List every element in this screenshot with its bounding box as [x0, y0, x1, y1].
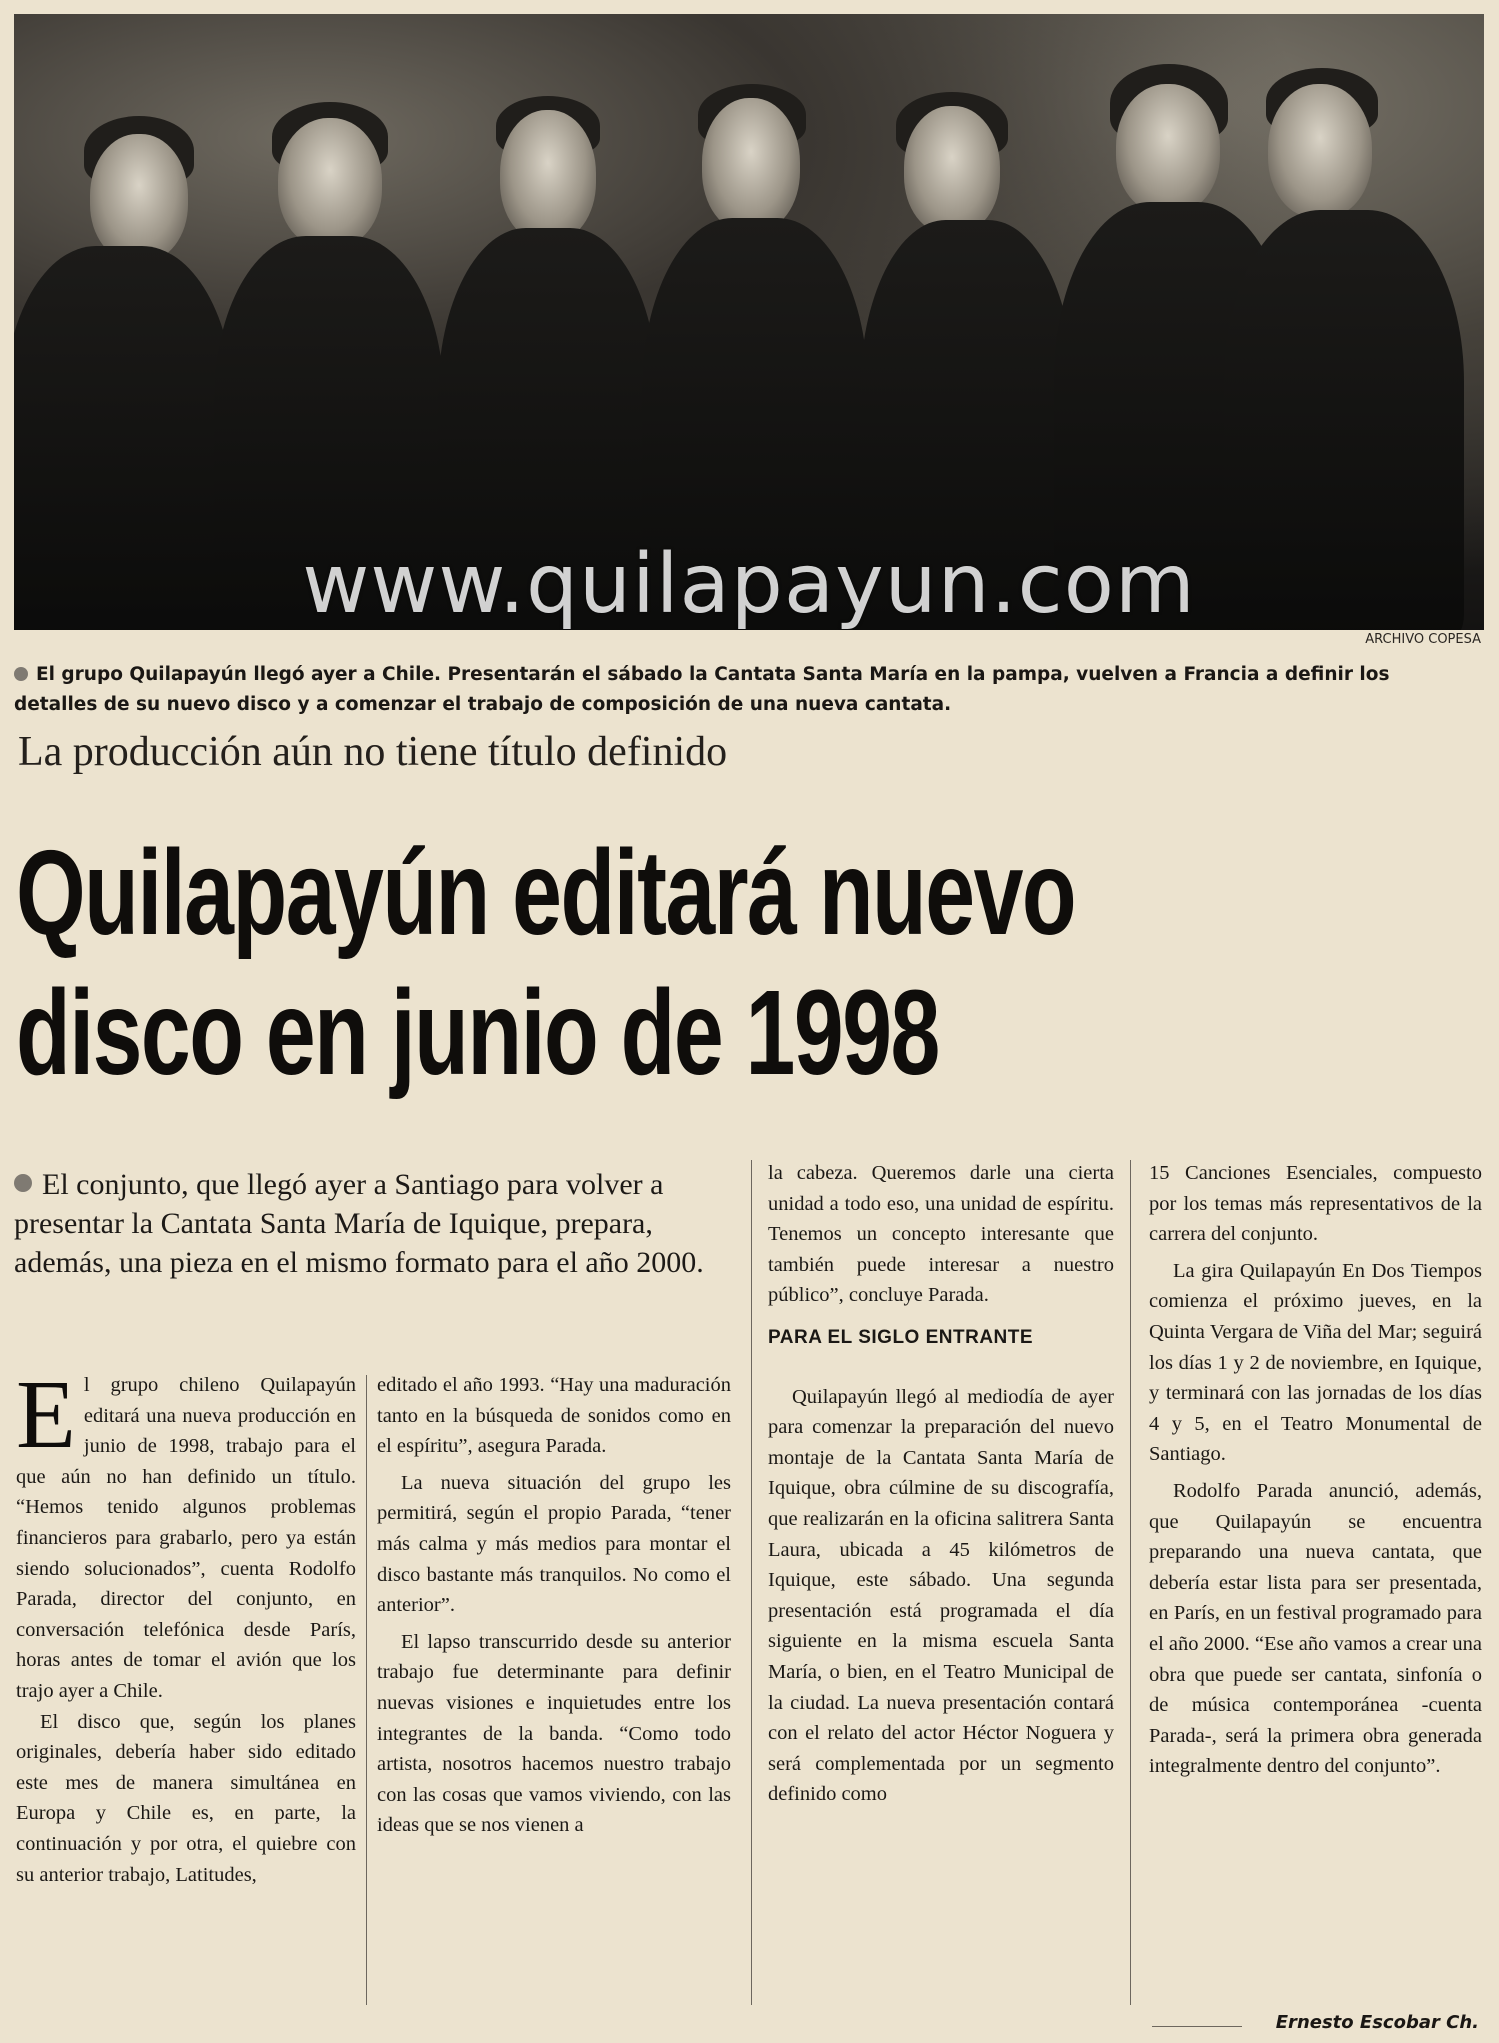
bullet-icon — [14, 1174, 32, 1192]
bullet-icon — [14, 667, 28, 681]
byline: Ernesto Escobar Ch. — [1275, 2012, 1479, 2033]
photo-caption: El grupo Quilapayún llegó ayer a Chile. Presentarán el sábado la Cantata Santa María en la pampa, vuelven a Francia a definir los detalles de su nuevo disco y a comenzar el trabajo de composición de una nueva cantata. — [14, 664, 1390, 715]
paragraph: Rodolfo Parada anunció, además, que Quilapayún se encuentra preparando una nueva cantata, que debería estar lista para ser presentada, en París, en un festival programado para el año 2000. “Ese año vamos a crear una obra que puede ser cantata, sinfonía o de música contemporánea -cuenta Parada-, será la primera obra generada integralmente dentro del conjunto”. — [1149, 1479, 1482, 1778]
column-rule — [1130, 1160, 1131, 2005]
headline-line-2: disco en junio de 1998 — [16, 964, 939, 1100]
article-column-3 — [768, 1158, 1114, 1810]
paragraph: El lapso transcurrido desde su anterior trabajo fue determinante para definir nuevas visiones e inquietudes entre los integrantes de la banda. “Como todo artista, nosotros hacemos nuestro trabajo con las cosas que vamos viviendo, con las ideas que se nos vienen a — [377, 1630, 731, 1837]
paragraph: la cabeza. Queremos darle una cierta unidad a todo eso, una unidad de espíritu. Tenemos un concepto interesante que también puede interesar a nuestro público”, concluye Parada. — [768, 1162, 1114, 1307]
paragraph: El disco que, según los planes originales, debería haber sido editado este mes de manera simultánea en Europa y Chile es, en parte, la continuación y por otra, el quiebre con su anterior trabajo, Latitudes, — [16, 1710, 356, 1886]
subhead: PARA EL SIGLO ENTRANTE — [768, 1326, 1034, 1348]
paragraph: Quilapayún llegó al mediodía de ayer para comenzar la preparación del nuevo montaje de la Cantata Santa María de Iquique, obra cúlmine de su discografía, que realizarán en la oficina salitrera Santa Laura, ubicada a 45 kilómetros de Iquique, este sábado. Una segunda presentación está programada el día siguiente en la misma escuela Santa María, o bien, en el Teatro Municipal de la ciudad. La nueva presentación contará con el relato del actor Héctor Noguera y será complementada por un segmento definido como — [768, 1385, 1114, 1806]
column-rule — [366, 1375, 367, 2005]
drop-cap: E — [16, 1361, 76, 1469]
column-rule — [751, 1160, 752, 2005]
kicker: La producción aún no tiene título definido — [18, 729, 728, 775]
paragraph: El grupo chileno Quilapayún editará una nueva producción en junio de 1998, trabajo para el que aún no han definido un título. “Hemos tenido algunos problemas financieros para grabarlo, pero ya están siendo solucionados”, cuenta Rodolfo Parada, director del conjunto, en conversación telefónica desde París, horas antes de tomar el avión que los trajo ayer a Chile. — [16, 1361, 356, 1702]
band-photo — [14, 14, 1484, 630]
article-column-4 — [1149, 1158, 1482, 1782]
paragraph: La gira Quilapayún En Dos Tiempos comienza el próximo jueves, en la Quinta Vergara de Viña del Mar; seguirá los días 1 y 2 de noviembre, en Iquique, y terminará con las jornadas de los días 4 y 5, en el Teatro Monumental de Santiago. — [1149, 1259, 1482, 1466]
paragraph: editado el año 1993. “Hay una maduración tanto en la búsqueda de sonidos como en el espíritu”, asegura Parada. — [377, 1374, 731, 1458]
paragraph: 15 Canciones Esenciales, compuesto por los temas más representativos de la carrera del conjunto. — [1149, 1162, 1482, 1246]
headline — [16, 822, 1104, 1102]
article-column-1 — [16, 1361, 356, 1890]
photo-credit: ARCHIVO COPESA — [1365, 632, 1481, 647]
article-column-2 — [377, 1370, 731, 1841]
deck: El conjunto, que llegó ayer a Santiago para volver a presentar la Cantata Santa María de Iquique, prepara, además, una pieza en el mismo formato para el año 2000. — [14, 1168, 704, 1279]
watermark: www.quilapayun.com — [302, 537, 1196, 630]
paragraph: La nueva situación del grupo les permitirá, según el propio Parada, “tener más calma y más medios para montar el disco bastante más tranquilos. No como el anterior”. — [377, 1471, 731, 1617]
headline-line-1: Quilapayún editará nuevo — [16, 824, 1076, 960]
byline-rule — [1152, 2026, 1242, 2027]
